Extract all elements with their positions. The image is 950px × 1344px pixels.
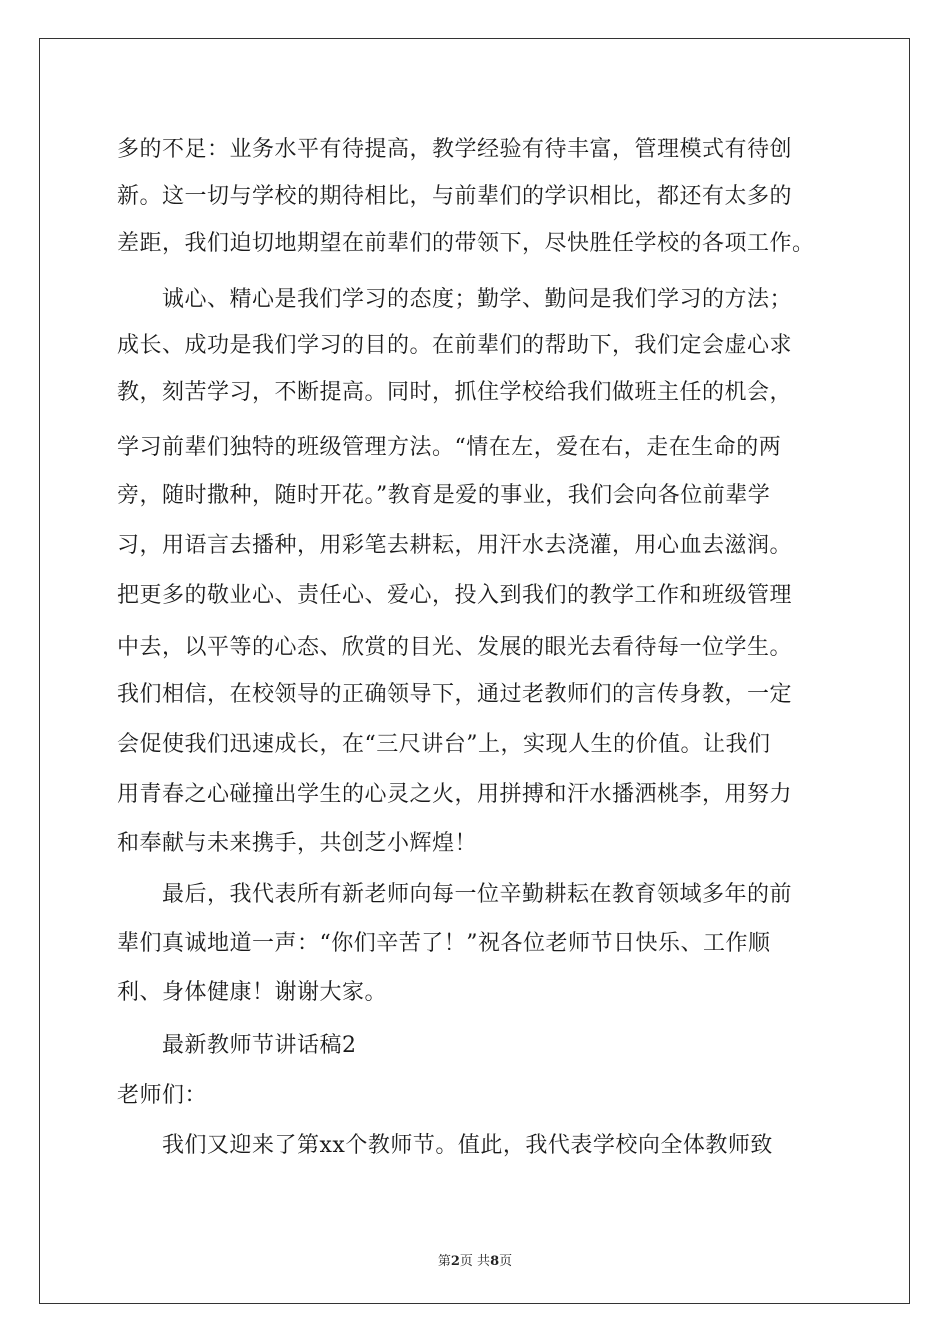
- section-title: 最新教师节讲话稿2: [162, 1033, 357, 1058]
- text-line: 成长、成功是我们学习的目的。在前辈们的帮助下，我们定会虚心求: [117, 333, 793, 358]
- page-border: [39, 38, 910, 1304]
- text-line: 用青春之心碰撞出学生的心灵之火，用拼搏和汗水播洒桃李，用努力: [117, 782, 793, 807]
- page-total: 8: [490, 1254, 500, 1269]
- text-line: 会促使我们迅速成长，在“三尺讲台”上，实现人生的价值。让我们: [117, 732, 771, 757]
- text-line: 我们相信，在校领导的正确领导下，通过老教师们的言传身教，一定: [117, 682, 793, 707]
- page-mid: 页 共: [459, 1254, 491, 1269]
- text-line: 诚心、精心是我们学习的态度；勤学、勤问是我们学习的方法；: [162, 287, 793, 312]
- text-line: 旁，随时撒种，随时开花。”教育是爱的事业，我们会向各位前辈学: [117, 483, 771, 508]
- page-suffix: 页: [499, 1254, 513, 1269]
- page-footer: [0, 1250, 950, 1269]
- text-line: 新。这一切与学校的期待相比，与前辈们的学识相比，都还有太多的: [117, 184, 793, 209]
- text-line: 利、身体健康！谢谢大家。: [117, 980, 388, 1005]
- text-line: 多的不足：业务水平有待提高，教学经验有待丰富，管理模式有待创: [117, 137, 793, 162]
- text-line: 学习前辈们独特的班级管理方法。“情在左，爱在右，走在生命的两: [117, 435, 782, 460]
- text-line: 把更多的敬业心、责任心、爱心，投入到我们的教学工作和班级管理: [117, 583, 793, 608]
- text-line: 习，用语言去播种，用彩笔去耕耘，用汗水去浇灌，用心血去滋润。: [117, 533, 793, 558]
- text-line: 我们又迎来了第xx个教师节。值此，我代表学校向全体教师致: [162, 1133, 773, 1158]
- text-line: 和奉献与未来携手，共创芝小辉煌！: [117, 831, 478, 856]
- text-line: 中去，以平等的心态、欣赏的目光、发展的眼光去看待每一位学生。: [117, 635, 793, 660]
- text-line: 差距，我们迫切地期望在前辈们的带领下，尽快胜任学校的各项工作。: [117, 231, 815, 256]
- salutation: 老师们：: [117, 1083, 208, 1108]
- text-line: 教，刻苦学习，不断提高。同时，抓住学校给我们做班主任的机会，: [117, 380, 793, 405]
- text-line: 最后，我代表所有新老师向每一位辛勤耕耘在教育领域多年的前: [162, 882, 793, 907]
- page-current: 2: [450, 1254, 460, 1269]
- page-prefix: 第: [437, 1254, 451, 1269]
- text-line: 辈们真诚地道一声：“你们辛苦了！”祝各位老师节日快乐、工作顺: [117, 931, 771, 956]
